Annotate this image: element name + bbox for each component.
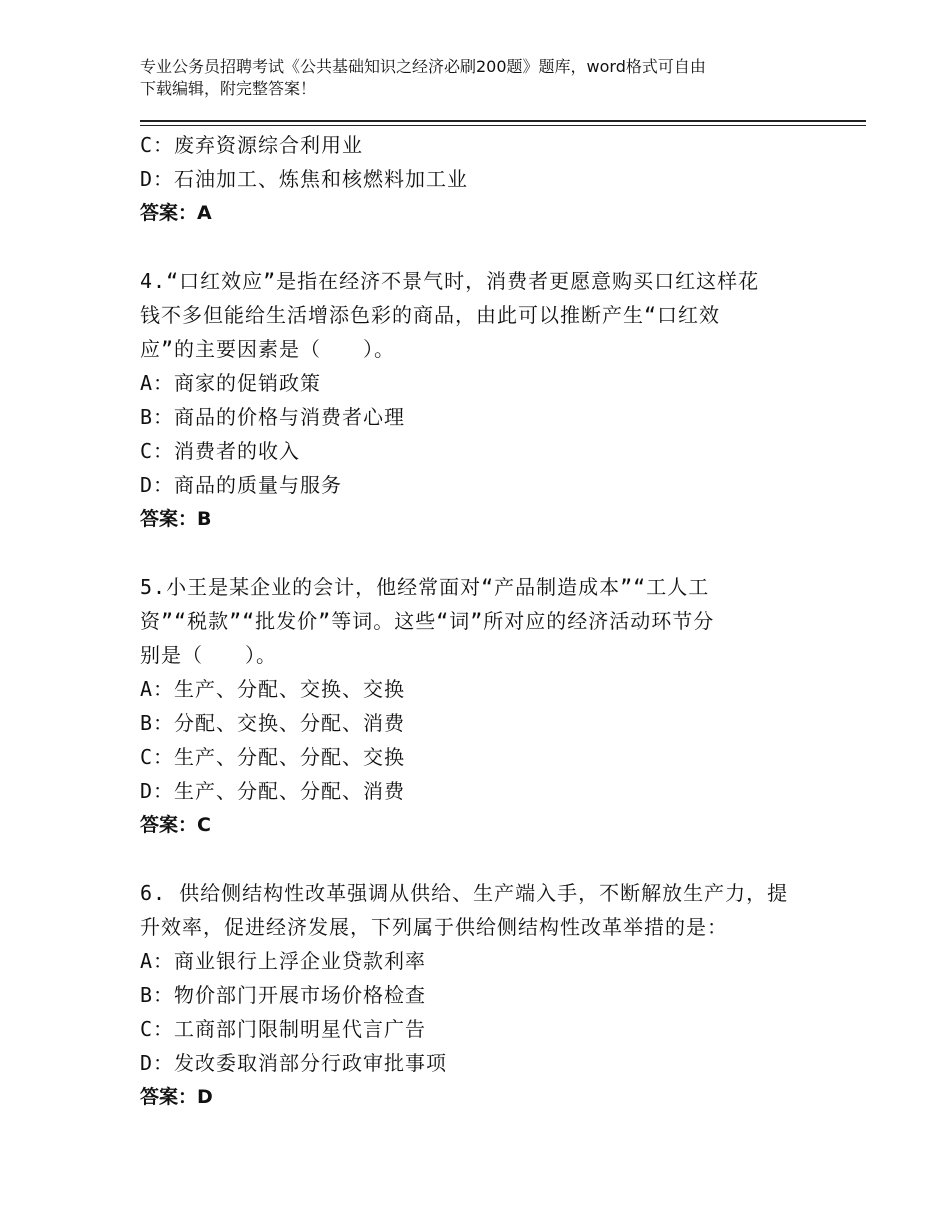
question-3-tail — [140, 128, 820, 230]
question-5 — [140, 570, 820, 842]
q4-option-d: D：商品的质量与服务 — [140, 473, 343, 497]
q6-option-c: C：工商部门限制明星代言广告 — [140, 1017, 427, 1041]
q6-answer: 答案：D — [140, 1086, 213, 1108]
q5-option-d: D：生产、分配、分配、消费 — [140, 779, 406, 803]
q4-option-c: C：消费者的收入 — [140, 439, 301, 463]
q5-stem-line-1: 5.小王是某企业的会计，他经常面对“产品制造成本”“工人工 — [140, 575, 710, 599]
q5-stem-line-3: 别是（ ）。 — [140, 643, 277, 667]
q6-option-d: D：发改委取消部分行政审批事项 — [140, 1051, 448, 1075]
q5-option-a: A：生产、分配、交换、交换 — [140, 677, 406, 701]
q4-answer: 答案：B — [140, 508, 212, 530]
q3-option-d: D：石油加工、炼焦和核燃料加工业 — [140, 167, 469, 191]
header-rule-thick — [140, 120, 866, 122]
q6-stem-line-2: 升效率，促进经济发展，下列属于供给侧结构性改革举措的是： — [140, 915, 728, 939]
q4-option-b: B：商品的价格与消费者心理 — [140, 405, 406, 429]
question-4 — [140, 264, 820, 536]
q5-option-c: C：生产、分配、分配、交换 — [140, 745, 406, 769]
q4-stem-line-2: 钱不多但能给生活增添色彩的商品，由此可以推断产生“口红效 — [140, 303, 721, 327]
question-content — [140, 128, 820, 1114]
q6-option-b: B：物价部门开展市场价格检查 — [140, 983, 427, 1007]
header-line-2: 下载编辑，附完整答案！ — [140, 79, 317, 98]
question-6 — [140, 876, 820, 1114]
q5-option-b: B：分配、交换、分配、消费 — [140, 711, 406, 735]
q3-option-c: C：废弃资源综合利用业 — [140, 133, 364, 157]
q5-answer: 答案：C — [140, 814, 211, 836]
header-rule-thin — [140, 125, 866, 126]
q4-option-a: A：商家的促销政策 — [140, 371, 322, 395]
header-line-1: 专业公务员招聘考试《公共基础知识之经济必刷200题》题库，word格式可自由 — [140, 57, 706, 76]
q4-stem-line-3: 应”的主要因素是（ ）。 — [140, 337, 396, 361]
q4-stem-line-1: 4.“口红效应”是指在经济不景气时，消费者更愿意购买口红这样花 — [140, 269, 760, 293]
q5-stem-line-2: 资”“税款”“批发价”等词。这些“词”所对应的经济活动环节分 — [140, 609, 715, 633]
q6-option-a: A：商业银行上浮企业贷款利率 — [140, 949, 427, 973]
q6-stem-line-1: 6. 供给侧结构性改革强调从供给、生产端入手，不断解放生产力，提 — [140, 881, 789, 905]
page-header — [140, 56, 820, 100]
q3-answer: 答案：A — [140, 202, 212, 224]
